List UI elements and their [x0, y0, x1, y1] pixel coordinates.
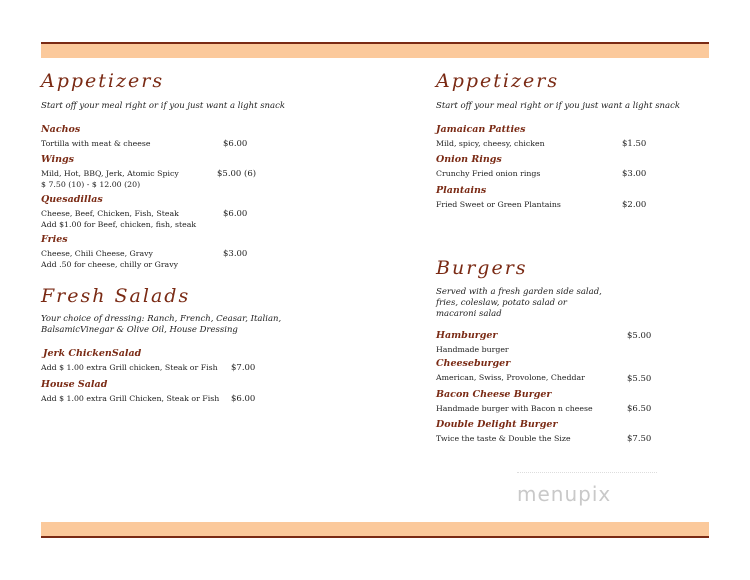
left-appetizers-subtitle: Start off your meal right or if you just want a light snack	[41, 101, 286, 111]
salads-subtitle-line1: Your choice of dressing: Ranch, French, Ceasar, Italian,	[41, 314, 282, 324]
menu-item-price: $3.00	[223, 249, 248, 259]
burgers-subtitle-line1: Served with a fresh garden side salad,	[436, 287, 602, 297]
menu-item-price: $1.50	[622, 139, 647, 149]
burgers-heading: Burgers	[436, 257, 528, 279]
menu-item-price: $7.00	[231, 363, 256, 373]
menu-item-name: Onion Rings	[436, 154, 502, 165]
menu-item-name: Quesadillas	[41, 194, 103, 205]
burgers-subtitle-line3: macaroni salad	[436, 309, 502, 319]
menu-item-desc: Mild, spicy, cheesy, chicken	[436, 139, 545, 148]
watermark-divider	[517, 472, 657, 473]
fresh-salads-heading: Fresh Salads	[41, 285, 191, 307]
menu-item-price: $3.00	[622, 169, 647, 179]
menu-item-name: Cheeseburger	[436, 358, 511, 369]
menu-item-desc: American, Swiss, Provolone, Cheddar	[436, 373, 585, 382]
menu-item-name: Double Delight Burger	[436, 419, 558, 430]
menu-item-name: Nachos	[41, 124, 81, 135]
menu-item-price: $6.00	[231, 394, 256, 404]
menu-item-desc: Tortilla with meat & cheese	[41, 139, 151, 148]
menu-item-desc: Cheese, Chili Cheese, Gravy	[41, 249, 153, 258]
menu-item-name: Jerk ChickenSalad	[43, 348, 142, 359]
menu-item-desc: Add $ 1.00 extra Grill Chicken, Steak or Fish	[41, 394, 220, 403]
menu-item-price: $7.50	[627, 434, 652, 444]
burgers-subtitle-line2: fries, coleslaw, potato salad or	[436, 298, 567, 308]
menu-item-price: $6.00	[223, 139, 248, 149]
menu-item-name: Wings	[41, 154, 75, 165]
menu-item-name: House Salad	[41, 379, 108, 390]
salads-subtitle-line2: BalsamicVinegar & Olive Oil, House Dressing	[41, 325, 238, 335]
menu-item-desc: Add .50 for cheese, chilly or Gravy	[41, 260, 179, 269]
menu-item-desc: Cheese, Beef, Chicken, Fish, Steak	[41, 209, 179, 218]
top-decorative-band	[41, 42, 709, 58]
menu-item-price: $2.00	[622, 200, 647, 210]
menu-item-desc: Add $ 1.00 extra Grill chicken, Steak or Fish	[41, 363, 218, 372]
menu-item-price: $5.00 (6)	[217, 169, 257, 179]
menu-item-price: $6.50	[627, 404, 652, 414]
menu-item-desc: Twice the taste & Double the Size	[436, 434, 571, 443]
menu-item-name: Fries	[41, 234, 68, 245]
menu-item-desc: Handmade burger	[436, 345, 509, 354]
right-appetizers-heading: Appetizers	[436, 70, 560, 92]
menu-item-name: Hamburger	[436, 330, 498, 341]
menu-item-desc: Mild, Hot, BBQ, Jerk, Atomic Spicy	[41, 169, 179, 178]
menu-item-desc: Fried Sweet or Green Plantains	[436, 200, 561, 209]
menu-item-name: Plantains	[436, 185, 487, 196]
menu-item-name: Bacon Cheese Burger	[436, 389, 552, 400]
menu-item-desc: Handmade burger with Bacon n cheese	[436, 404, 593, 413]
menu-item-price: $5.50	[627, 374, 652, 384]
menu-item-name: Jamaican Patties	[436, 124, 526, 135]
menu-item-desc: $ 7.50 (10) - $ 12.00 (20)	[41, 180, 141, 189]
left-appetizers-heading: Appetizers	[41, 70, 165, 92]
menupix-watermark: menupix	[517, 482, 612, 506]
menu-item-price: $5.00	[627, 331, 652, 341]
menu-item-desc: Add $1.00 for Beef, chicken, fish, steak	[41, 220, 197, 229]
bottom-decorative-band	[41, 522, 709, 538]
menu-item-desc: Crunchy Fried onion rings	[436, 169, 541, 178]
right-appetizers-subtitle: Start off your meal right or if you just want a light snack	[436, 101, 681, 111]
menu-item-price: $6.00	[223, 209, 248, 219]
